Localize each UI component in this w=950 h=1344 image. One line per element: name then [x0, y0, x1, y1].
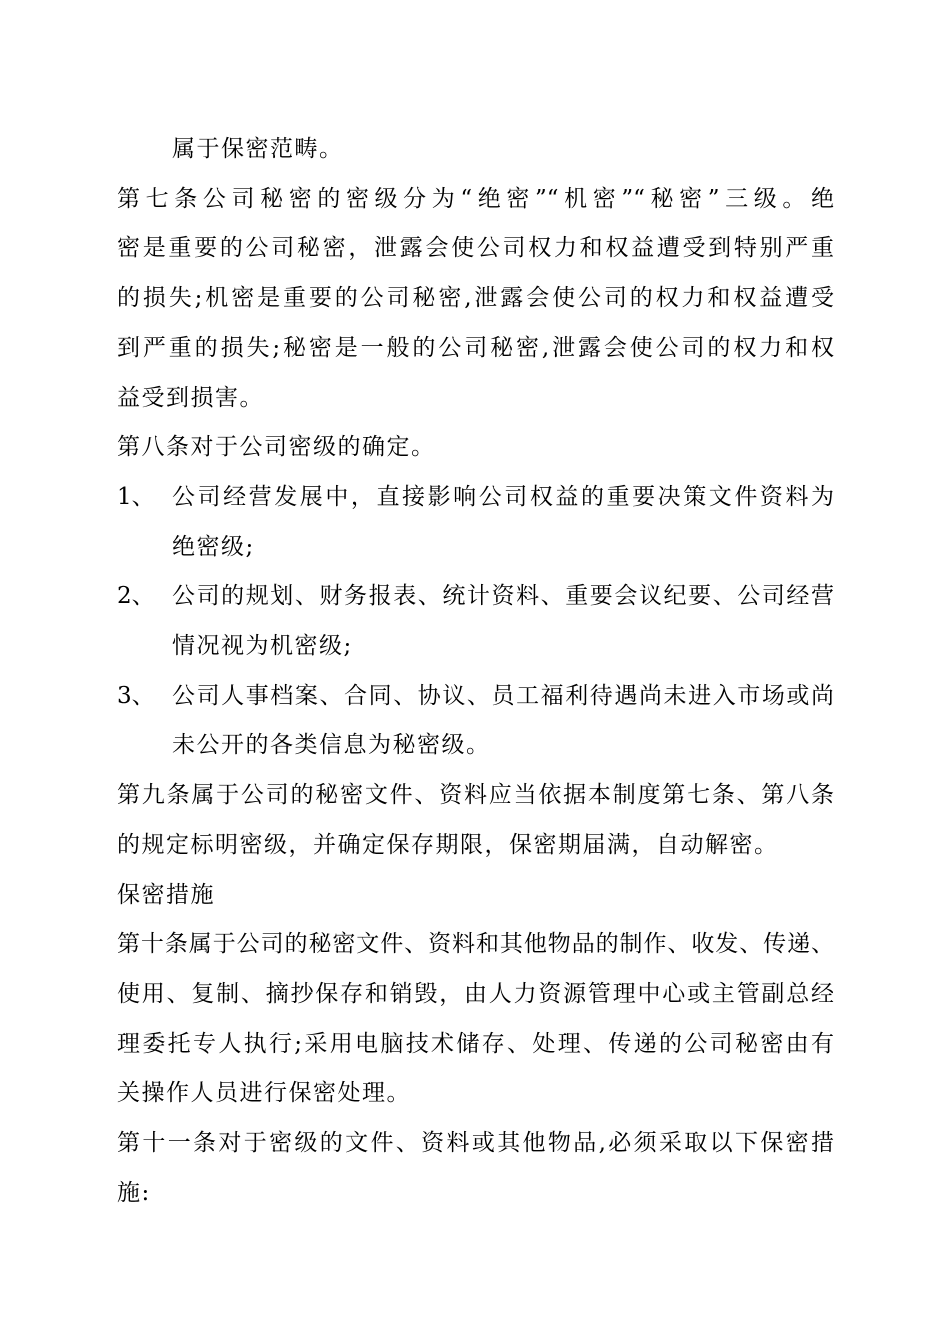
article-9-line: 第九条属于公司的秘密文件、资料应当依据本制度第七条、第八条 [117, 782, 834, 809]
text-line-continuation: 属于保密范畴。 [172, 136, 344, 162]
list-number: 1、 [117, 483, 155, 510]
list-item-text-continuation: 情况视为机密级; [172, 633, 353, 660]
list-item-text: 公司经营发展中，直接影响公司权益的重要决策文件资料为 [172, 483, 834, 510]
document-body [117, 125, 834, 1218]
list-item-text-continuation: 未公开的各类信息为秘密级。 [172, 732, 491, 759]
article-7-line: 第七条公司秘密的密级分为“绝密”“机密”“秘密”三级。绝 [117, 185, 834, 212]
article-11-line: 施: [117, 1179, 151, 1206]
article-10-line: 理委托专人执行;采用电脑技术储存、处理、传递的公司秘密由有 [117, 1030, 834, 1057]
list-item-text: 公司人事档案、合同、协议、员工福利待遇尚未进入市场或尚 [172, 682, 834, 709]
article-7-line: 益受到损害。 [117, 384, 264, 411]
article-8-line: 第八条对于公司密级的确定。 [117, 434, 436, 461]
list-item-text: 公司的规划、财务报表、统计资料、重要会议纪要、公司经营 [172, 583, 834, 610]
article-11-line: 第十一条对于密级的文件、资料或其他物品,必须采取以下保密措 [117, 1130, 834, 1157]
article-7-line: 密是重要的公司秘密，泄露会使公司权力和权益遭受到特别严重 [117, 235, 834, 262]
list-item-2 [117, 572, 834, 622]
article-7-line: 的损失;机密是重要的公司秘密,泄露会使公司的权力和权益遭受 [117, 285, 834, 312]
list-item-1 [117, 473, 834, 523]
article-7-line: 到严重的损失;秘密是一般的公司秘密,泄露会使公司的权力和权 [117, 334, 834, 361]
list-number: 2、 [117, 583, 155, 610]
section-heading: 保密措施 [117, 881, 215, 908]
list-item-text-continuation: 绝密级; [172, 533, 255, 560]
article-10-line: 关操作人员进行保密处理。 [117, 1080, 411, 1107]
list-item-3 [117, 672, 834, 722]
article-10-line: 第十条属于公司的秘密文件、资料和其他物品的制作、收发、传递、 [117, 931, 834, 958]
list-number: 3、 [117, 682, 155, 709]
article-9-line: 的规定标明密级，并确定保存期限，保密期届满，自动解密。 [117, 831, 779, 858]
article-10-line: 使用、复制、摘抄保存和销毁，由人力资源管理中心或主管副总经 [117, 980, 834, 1007]
